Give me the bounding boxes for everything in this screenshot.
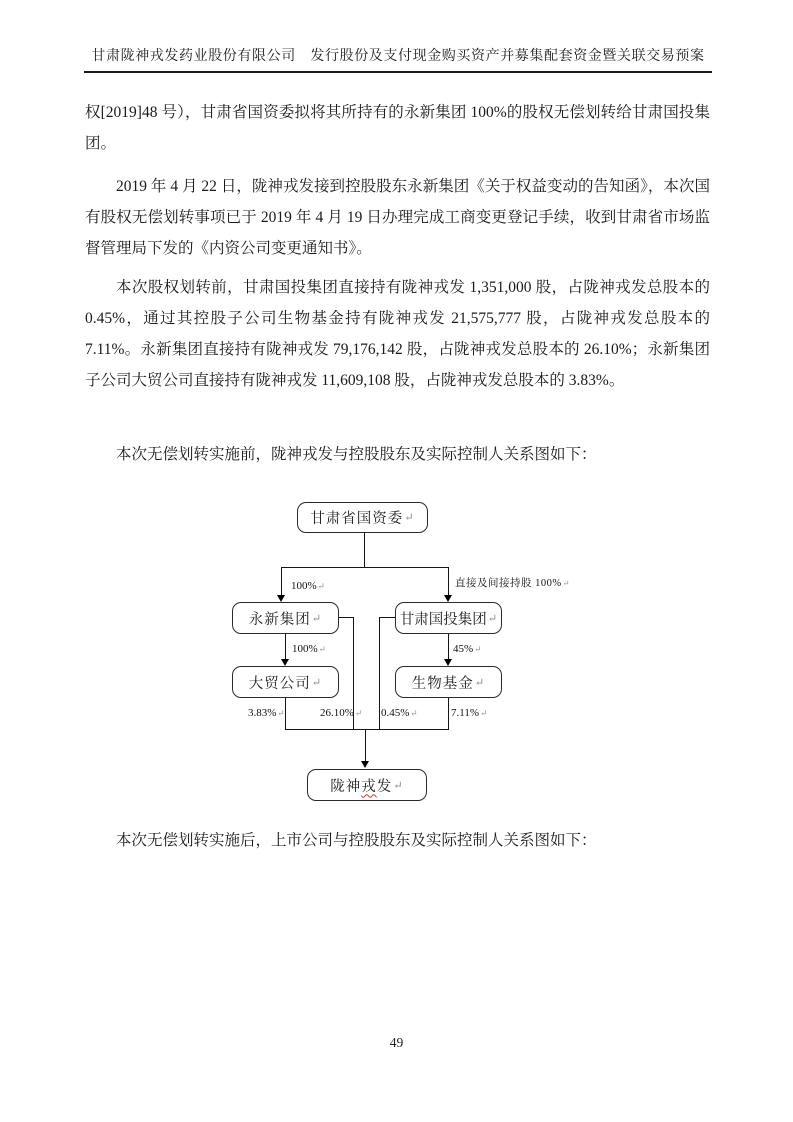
return-mark-icon: ↵ — [318, 644, 326, 654]
connector-collector-to-longshen — [365, 730, 366, 761]
edge-label-text: 0.45% — [381, 707, 410, 719]
node-longshen-label-part: 发 — [376, 778, 393, 795]
edge-label-text: 直接及间接持股 100% — [455, 578, 562, 589]
edge-label-text: 7.11% — [451, 707, 480, 719]
arrowhead-icon — [444, 595, 452, 602]
node-bio-fund-label: 生物基金 — [411, 675, 474, 692]
connector-damao-to-listed — [285, 698, 286, 730]
connector-guotou-to-listed — [379, 617, 380, 730]
edge-label-yongxin-damao — [292, 643, 326, 656]
node-damao-company-label: 大贸公司 — [248, 675, 311, 692]
return-mark-icon: ↵ — [317, 581, 325, 591]
connector-sasac-to-guotou — [448, 567, 449, 595]
connector-yongxin-to-damao — [285, 634, 286, 659]
edge-label-text: 26.10% — [320, 707, 354, 719]
return-mark-icon: ↵ — [480, 708, 488, 718]
node-provincial-sasac — [297, 502, 428, 533]
page-number: 49 — [389, 1035, 404, 1050]
node-longshen-label-part: 陇神 — [330, 778, 362, 795]
paragraph-shareholding-detail: 本次股权划转前，甘肃国投集团直接持有陇神戎发 1,351,000 股，占陇神戎发总股本的 0.45%，通过其控股子公司生物基金持有陇神戎发 21,575,777 股，占陇神戎发总股本的 7.11%。永新集团直接持有陇神戎发 79,176,142 股，占陇神戎发总股本的 26.10%；永新集团子公司大贸公司直接持有陇神戎发 11,609,108 股，占陇神戎发总股本的 3.83%。 — [85, 279, 710, 389]
return-mark-icon: ↵ — [562, 579, 570, 588]
connector-biofund-to-listed — [448, 698, 449, 730]
arrowhead-icon — [361, 761, 369, 768]
connector-top-splitter — [281, 567, 449, 568]
connector-sasac-to-yongxin — [281, 567, 282, 595]
connector-guotou-left-stub — [379, 617, 395, 618]
return-mark-icon: ↵ — [474, 676, 486, 689]
node-damao-company — [232, 666, 339, 698]
edge-label-biofund-listed — [451, 707, 487, 720]
node-bio-fund — [395, 666, 502, 698]
connector-yongxin-right-stub — [339, 617, 353, 618]
edge-label-sasac-guotou — [455, 577, 570, 590]
paragraph-before-transfer-caption: 本次无偿划转实施前，陇神戎发与控股股东及实际控制人关系图如下： — [116, 446, 597, 463]
edge-label-guotou-biofund — [453, 643, 481, 656]
connector-bottom-collector — [285, 729, 449, 730]
node-provincial-sasac-label: 甘肃省国资委 — [310, 511, 404, 527]
edge-label-text: 3.83% — [248, 707, 277, 719]
document-header-title: 甘肃陇神戎发药业股份有限公司 发行股份及支付现金购买资产并募集配套资金暨关联交易预案 — [91, 49, 705, 64]
edge-label-damao-listed — [248, 707, 285, 720]
return-mark-icon: ↵ — [354, 708, 363, 718]
edge-label-text: 100% — [291, 580, 317, 592]
edge-label-guotou-listed — [381, 707, 418, 720]
node-yongxin-group — [232, 602, 339, 634]
edge-label-sasac-yongxin — [291, 580, 325, 593]
connector-sasac-stem — [364, 533, 365, 568]
node-gansu-guotou-group — [395, 602, 502, 634]
edge-label-yongxin-listed — [320, 707, 362, 720]
return-mark-icon: ↵ — [311, 676, 323, 689]
return-mark-icon: ↵ — [487, 612, 498, 625]
edge-label-text: 45% — [453, 643, 474, 655]
node-yongxin-group-label: 永新集团 — [248, 611, 311, 628]
return-mark-icon: ↵ — [393, 779, 404, 792]
return-mark-icon: ↵ — [404, 512, 415, 524]
edge-label-text: 100% — [292, 643, 318, 655]
node-gansu-guotou-group-label: 甘肃国投集团 — [399, 611, 487, 628]
return-mark-icon: ↵ — [277, 708, 285, 718]
paragraph-after-transfer-caption: 本次无偿划转实施后，上市公司与控股股东及实际控制人关系图如下： — [116, 832, 597, 849]
arrowhead-icon — [277, 595, 285, 602]
arrowhead-icon — [281, 659, 289, 666]
document-header — [84, 48, 712, 73]
paragraph-notice-letter: 2019 年 4 月 22 日，陇神戎发接到控股股东永新集团《关于权益变动的告知函》，本次国有股权无偿划转事项已于 2019 年 4 月 19 日办理完成工商变更登记手续，收到甘肃省市场监督管理局下发的《内资公司变更通知书》。 — [85, 178, 710, 257]
arrowhead-icon — [444, 659, 452, 666]
connector-guotou-to-biofund — [448, 634, 449, 659]
node-longshen-label-spellcheck: 戎 — [361, 778, 377, 795]
paragraph-transfer-intro: 权[2019]48 号），甘肃省国资委拟将其所持有的永新集团 100%的股权无偿划转给甘肃国投集团。 — [85, 104, 710, 152]
return-mark-icon: ↵ — [311, 612, 323, 625]
return-mark-icon: ↵ — [474, 644, 482, 654]
node-longshen-rongfa — [307, 769, 427, 801]
return-mark-icon: ↵ — [410, 708, 418, 718]
